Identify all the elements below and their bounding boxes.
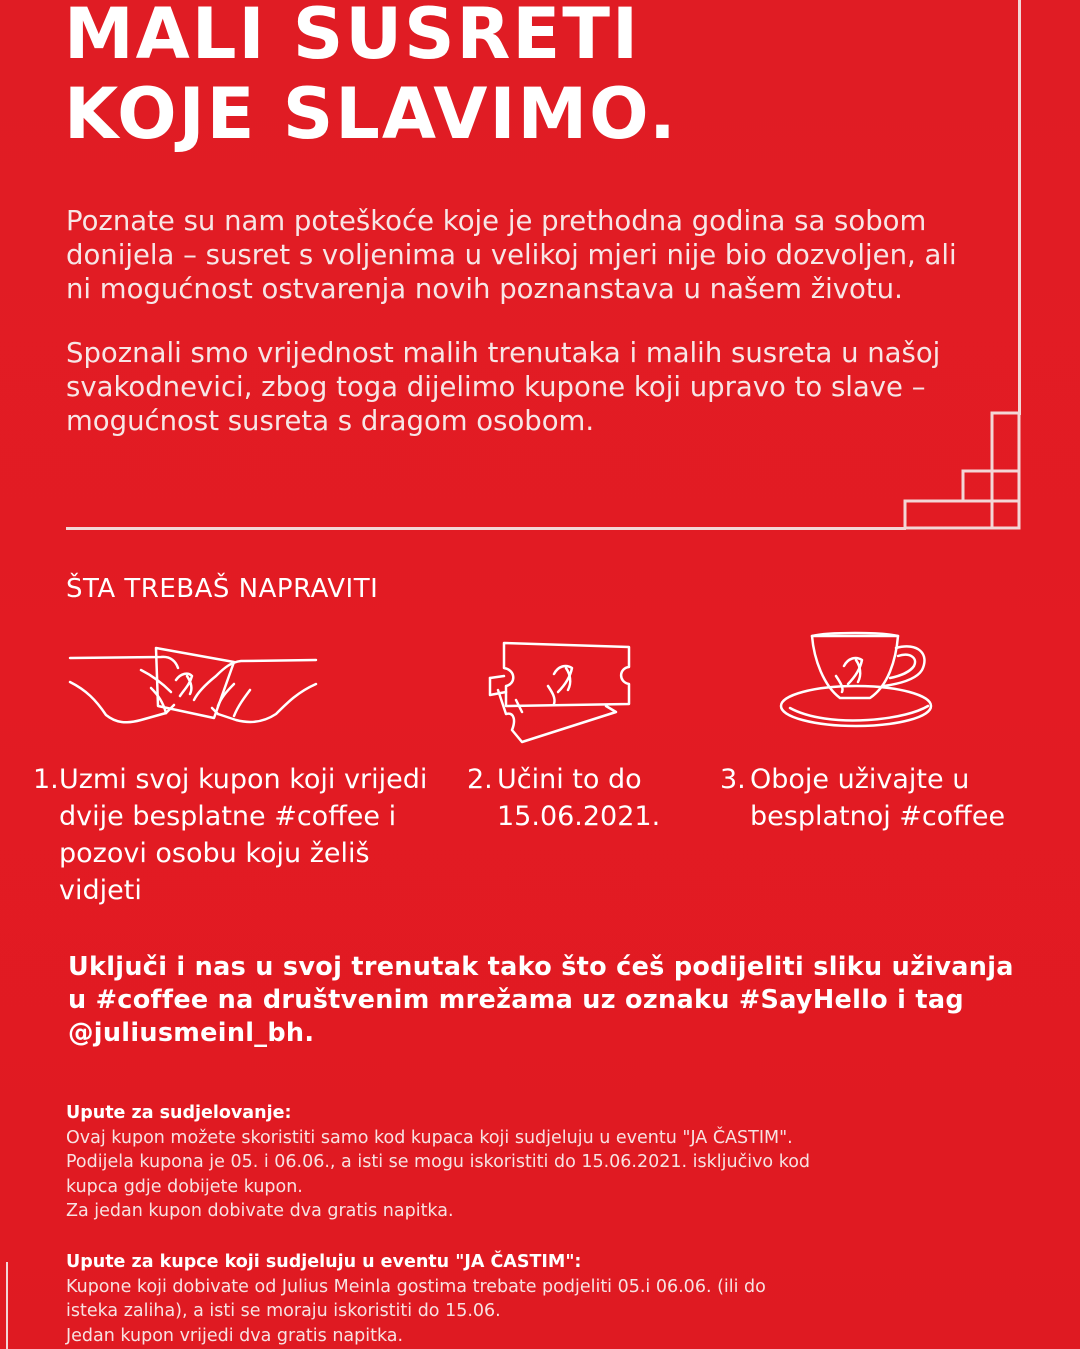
headline-line-1: MALI SUSRETI	[64, 0, 641, 75]
frame-right-line	[1018, 0, 1021, 415]
step-3-number: 3.	[720, 764, 746, 795]
step-3	[720, 761, 1020, 835]
coupon-ticket-icon	[486, 640, 636, 745]
headline	[64, 0, 678, 154]
buyer-instructions	[66, 1250, 966, 1348]
step-3-text: Oboje uživajte u besplatnoj #coffee	[750, 764, 1006, 832]
buyer-instructions-line: Jedan kupon vrijedi dva gratis napitka.	[66, 1325, 404, 1346]
step-1	[33, 761, 433, 909]
left-edge-mark	[0, 1262, 8, 1349]
steps-heading: ŠTA TREBAŠ NAPRAVITI	[66, 574, 379, 604]
step-2-text: Učini to do 15.06.2021.	[497, 764, 661, 832]
participation-instructions	[66, 1101, 966, 1224]
participation-line: Za jedan kupon dobivate dva gratis napitka.	[66, 1201, 454, 1221]
buyer-instructions-line: isteka zaliha), a isti se moraju iskoristiti do 15.06.	[66, 1301, 501, 1321]
buyer-instructions-line: Kupone koji dobivate od Julius Meinla gostima trebate podjeliti 05.i 06.06. (ili do	[66, 1276, 766, 1297]
participation-line: Ovaj kupon možete skoristiti samo kod kupaca koji sudjeluju u eventu "JA ČASTIM".	[66, 1127, 793, 1148]
participation-line: kupca gdje dobijete kupon.	[66, 1176, 303, 1197]
step-2	[467, 761, 677, 835]
frame-divider-line	[66, 527, 906, 530]
intro-text	[66, 204, 986, 438]
coffee-cup-icon	[778, 630, 938, 735]
social-callout: Uključi i nas u svoj trenutak tako što ćeš podijeliti sliku uživanja u #coffee na društvenim mrežama uz oznaku #SayHello i tag @juliusmeinl_bh.	[68, 952, 1014, 1048]
step-2-number: 2.	[467, 764, 493, 795]
headline-line-2: KOJE SLAVIMO.	[64, 73, 678, 155]
intro-paragraph-1: Poznate su nam poteškoće koje je prethodna godina sa sobom donijela – susret s voljenima u velikoj mjeri nije bio dozvoljen, ali ni mogućnost ostvarenja novih poznanstava u našem životu.	[66, 205, 957, 305]
participation-title: Upute za sudjelovanje:	[66, 1103, 292, 1123]
step-1-number: 1.	[33, 764, 59, 795]
hands-exchanging-coupon-icon	[66, 640, 321, 730]
buyer-instructions-title: Upute za kupce koji sudjeluju u eventu "JA ČASTIM":	[66, 1252, 582, 1272]
intro-paragraph-2: Spoznali smo vrijednost malih trenutaka i malih susreta u našoj svakodnevici, zbog toga dijelimo kupone koji upravo to slave – mogućnost susreta s dragom osobom.	[66, 337, 941, 437]
step-1-text: Uzmi svoj kupon koji vrijedi dvije besplatne #coffee i pozovi osobu koju želiš vidjeti	[59, 764, 428, 906]
participation-line: Podijela kupona je 05. i 06.06., a isti se mogu iskoristiti do 15.06.2021. isključivo kod	[66, 1152, 811, 1172]
